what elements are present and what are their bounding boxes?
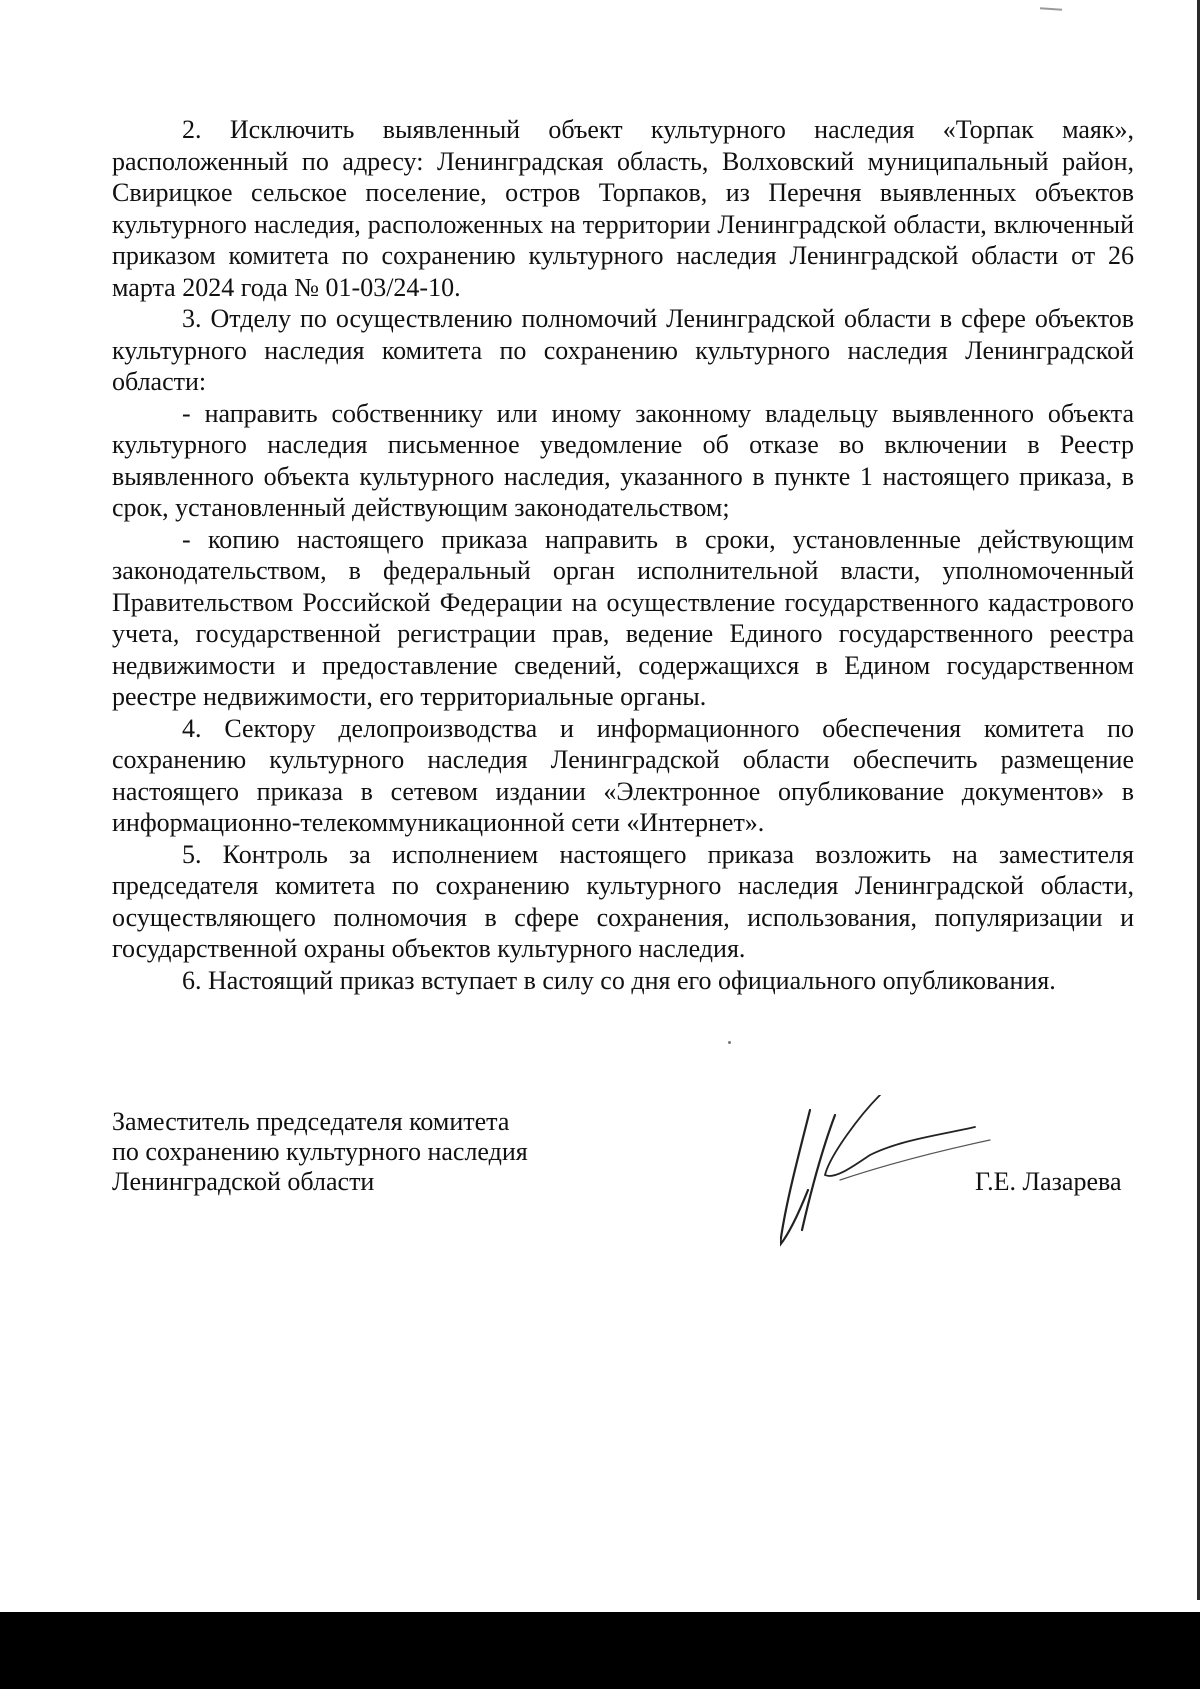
- paragraph-3-item-copy: - копию настоящего приказа направить в сроки, установленные действующим законодательством, в федеральный орган исполнительной власти, уполномоченный Правительством Российской Федерации на осуществление государственного кадастрового учета, государственной регистрации прав, ведение Единого государственного реестра недвижимости и предоставление сведений, содержащихся в Едином государственном реестре недвижимости, его территориальные органы.: [112, 524, 1134, 711]
- signer-position-line: по сохранению культурного наследия: [112, 1137, 528, 1166]
- paragraph-3-item-notify: - направить собственнику или иному законному владельцу выявленного объекта культурного наследия письменное уведомление об отказе во включении в Реестр выявленного объекта культурного наследия, указанного в пункте 1 настоящего приказа, в срок, установленный действующим законодательством;: [112, 398, 1134, 522]
- paragraph-4: 4. Сектору делопроизводства и информационного обеспечения комитета по сохранению культурного наследия Ленинградской области обеспечить размещение настоящего приказа в сетевом издании «Электронное опубликование документов» в информационно-телекоммуникационной сети «Интернет».: [112, 713, 1134, 837]
- scan-mark: [1040, 7, 1062, 11]
- scan-speck: [728, 1041, 731, 1044]
- scan-bottom-band: [0, 1612, 1200, 1689]
- paragraph-6: 6. Настоящий приказ вступает в силу со дня его официального опубликования.: [182, 965, 1056, 995]
- signer-position-line: Заместитель председателя комитета: [112, 1107, 510, 1136]
- signer-position: [112, 1107, 592, 1197]
- paragraph-2: 2. Исключить выявленный объект культурного наследия «Торпак маяк», расположенный по адресу: Ленинградская область, Волховский муниципальный район, Свирицкое сельское поселение, остров Торпаков, из Перечня выявленных объектов культурного наследия, расположенных на территории Ленинградской области, включенный приказом комитета по сохранению культурного наследия Ленинградской области от 26 марта 2024 года № 01-03/24-10.: [112, 115, 1134, 302]
- document-body: [112, 114, 1134, 996]
- signer-name: Г.Е. Лазарева: [975, 1167, 1122, 1196]
- paragraph-5: 5. Контроль за исполнением настоящего приказа возложить на заместителя председателя комитета по сохранению культурного наследия Ленинградской области, осуществляющего полномочия в сфере сохранения, использования, популяризации и государственной охраны объектов культурного наследия.: [112, 839, 1134, 963]
- signer-position-line: Ленинградской области: [112, 1167, 375, 1196]
- paragraph-3: 3. Отделу по осуществлению полномочий Ленинградской области в сфере объектов культурного наследия комитета по сохранению культурного наследия Ленинградской области:: [112, 304, 1134, 396]
